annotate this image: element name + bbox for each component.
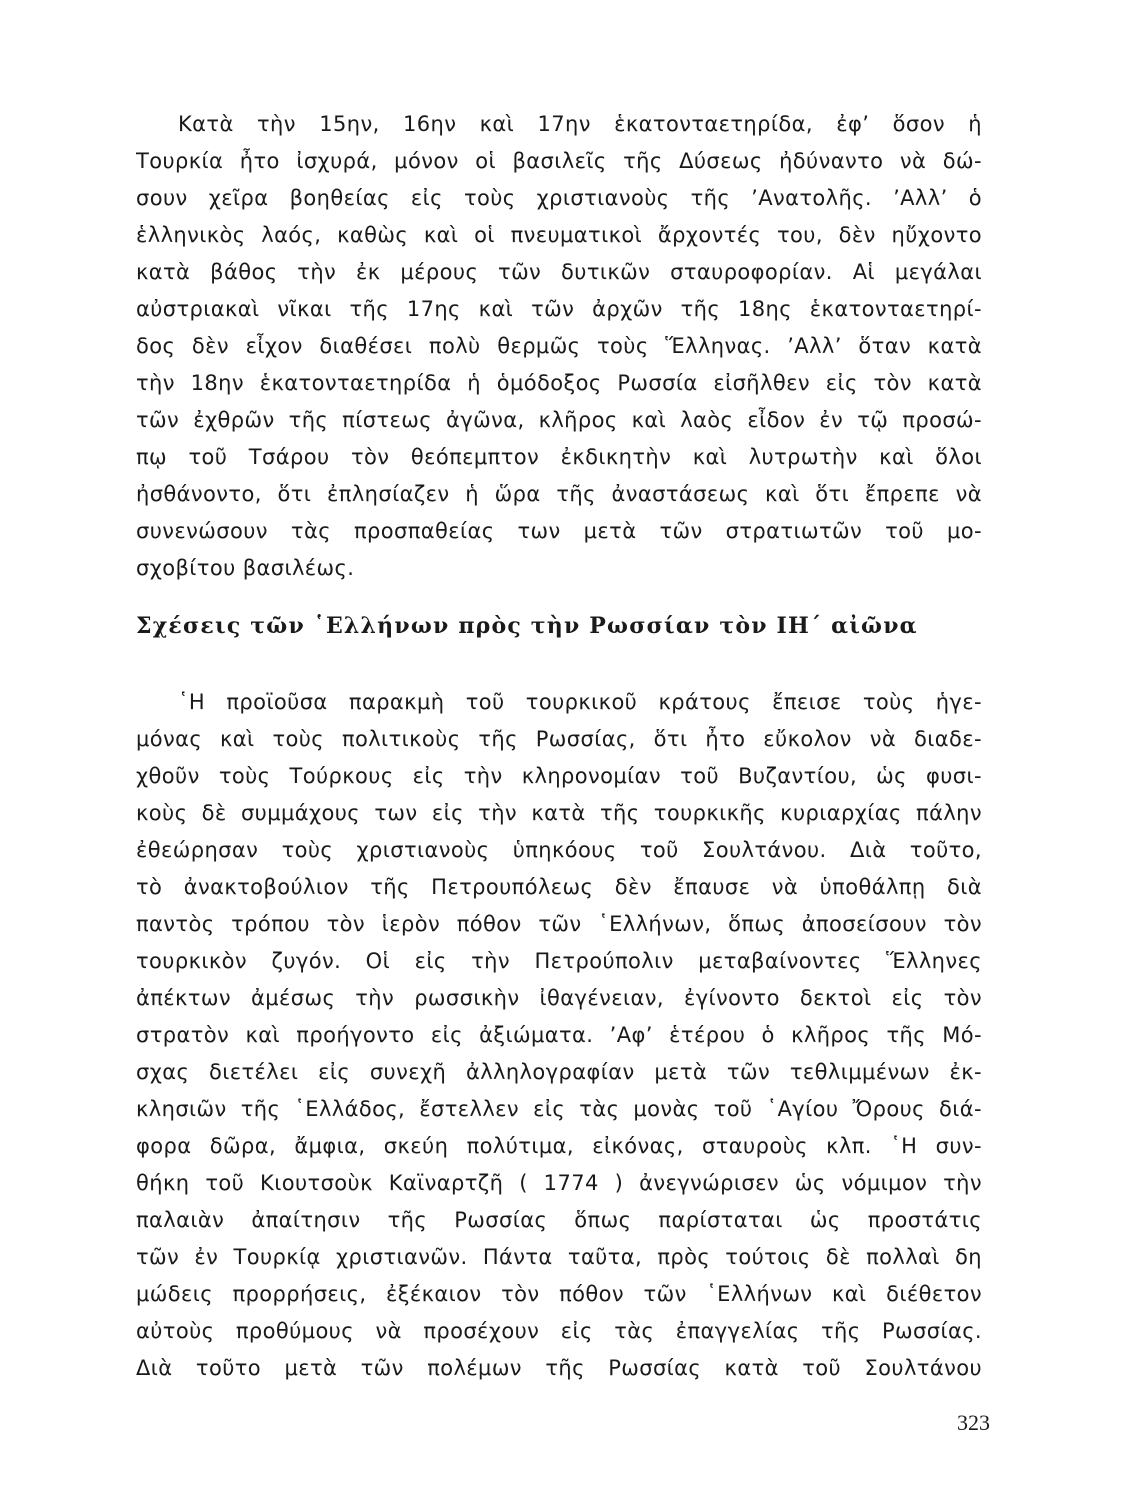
paragraph-line: σχοβίτου βασιλέως. xyxy=(136,556,355,580)
paragraph-line: μώδεις προρρήσεις, ἐξέκαιον τὸν πόθον τῶν ῾Ελλήνων καὶ διέθετον xyxy=(136,1282,982,1306)
page-number: 323 xyxy=(957,1410,990,1435)
paragraph-line: σουν χεῖρα βοηθείας εἰς τοὺς χριστιανοὺς τῆς ’Ανατολῆς. ’Αλλ’ ὁ xyxy=(136,186,982,210)
paragraph-line: Διὰ τοῦτο μετὰ τῶν πολέμων τῆς Ρωσσίας κατὰ τοῦ Σουλτάνου xyxy=(136,1356,982,1380)
paragraph-line: χθοῦν τοὺς Τούρκους εἰς τὴν κληρονομίαν τοῦ Βυζαντίου, ὡς φυσι- xyxy=(136,764,982,788)
section-heading: Σχέσεις τῶν ῾Ελλήνων πρὸς τὴν Ρωσσίαν τὸν ΙΗ΄ αἰῶνα xyxy=(136,613,918,639)
paragraph-line: ἠσθάνοντο, ὅτι ἐπλησίαζεν ἡ ὥρα τῆς ἀναστάσεως καὶ ὅτι ἔπρεπε νὰ xyxy=(136,482,982,506)
paragraph-line: κλησιῶν τῆς ῾Ελλάδος, ἔστελλεν εἰς τὰς μονὰς τοῦ ῾Αγίου Ὄρους διά- xyxy=(136,1097,982,1121)
paragraph-line: Κατὰ τὴν 15ην, 16ην καὶ 17ην ἑκατονταετηρίδα, ἐφ’ ὅσον ἡ xyxy=(178,112,982,136)
paragraph-line: κατὰ βάθος τὴν ἐκ μέρους τῶν δυτικῶν σταυροφορίαν. Αἱ μεγάλαι xyxy=(136,260,982,284)
paragraph-line: μόνας καὶ τοὺς πολιτικοὺς τῆς Ρωσσίας, ὅτι ἦτο εὔκολον νὰ διαδε- xyxy=(136,727,982,751)
paragraph-1 xyxy=(136,106,982,587)
paragraph-line: ἐθεώρησαν τοὺς χριστιανοὺς ὑπηκόους τοῦ Σουλτάνου. Διὰ τοῦτο, xyxy=(136,838,982,862)
paragraph-line: αὐστριακαὶ νῖκαι τῆς 17ης καὶ τῶν ἀρχῶν τῆς 18ης ἑκατονταετηρί- xyxy=(136,297,982,321)
paragraph-line: Τουρκία ἦτο ἰσχυρά, μόνον οἱ βασιλεῖς τῆς Δύσεως ἠδύναντο νὰ δώ- xyxy=(136,149,982,173)
paragraph-2 xyxy=(136,684,982,1387)
paragraph-line: ἀπέκτων ἀμέσως τὴν ρωσσικὴν ἰθαγένειαν, ἐγίνοντο δεκτοὶ εἰς τὸν xyxy=(136,986,982,1010)
paragraph-line: τῶν ἐχθρῶν τῆς πίστεως ἀγῶνα, κλῆρος καὶ λαὸς εἶδον ἐν τῷ προσώ- xyxy=(136,408,982,432)
paragraph-line: παντὸς τρόπου τὸν ἱερὸν πόθον τῶν ῾Ελλήνων, ὅπως ἀποσείσουν τὸν xyxy=(136,912,982,936)
paragraph-line: στρατὸν καὶ προήγοντο εἰς ἀξιώματα. ’Αφ’ ἑτέρου ὁ κλῆρος τῆς Μό- xyxy=(136,1023,982,1047)
paragraph-line: θήκη τοῦ Κιουτσοὺκ Καϊναρτζῆ ( 1774 ) ἀνεγνώρισεν ὡς νόμιμον τὴν xyxy=(136,1171,982,1195)
paragraph-line: τουρκικὸν ζυγόν. Οἱ εἰς τὴν Πετρούπολιν μεταβαίνοντες Ἕλληνες xyxy=(136,949,982,973)
paragraph-line: ἑλληνικὸς λαός, καθὼς καὶ οἱ πνευματικοὶ ἄρχοντές του, δὲν ηὔχοντο xyxy=(136,223,982,247)
paragraph-line: κοὺς δὲ συμμάχους των εἰς τὴν κατὰ τῆς τουρκικῆς κυριαρχίας πάλην xyxy=(136,801,982,825)
paragraph-line: τῶν ἐν Τουρκίᾳ χριστιανῶν. Πάντα ταῦτα, πρὸς τούτοις δὲ πολλαὶ δη xyxy=(136,1245,982,1269)
paragraph-line: σχας διετέλει εἰς συνεχῆ ἀλληλογραφίαν μετὰ τῶν τεθλιμμένων ἐκ- xyxy=(136,1060,982,1084)
paragraph-line: αὐτοὺς προθύμους νὰ προσέχουν εἰς τὰς ἐπαγγελίας τῆς Ρωσσίας. xyxy=(136,1319,982,1343)
paragraph-line: συνενώσουν τὰς προσπαθείας των μετὰ τῶν στρατιωτῶν τοῦ μο- xyxy=(136,519,982,543)
paragraph-line: πῳ τοῦ Τσάρου τὸν θεόπεμπτον ἐκδικητὴν καὶ λυτρωτὴν καὶ ὅλοι xyxy=(136,445,982,469)
paragraph-line: παλαιὰν ἀπαίτησιν τῆς Ρωσσίας ὅπως παρίσταται ὡς προστάτις xyxy=(136,1208,982,1232)
paragraph-line: ῾Η προϊοῦσα παρακμὴ τοῦ τουρκικοῦ κράτους ἔπεισε τοὺς ἡγε- xyxy=(178,690,982,714)
paragraph-line: τὴν 18ην ἑκατονταετηρίδα ἡ ὁμόδοξος Ρωσσία εἰσῆλθεν εἰς τὸν κατὰ xyxy=(136,371,982,395)
paragraph-line: φορα δῶρα, ἄμφια, σκεύη πολύτιμα, εἰκόνας, σταυροὺς κλπ. ῾Η συν- xyxy=(136,1134,982,1158)
paragraph-line: τὸ ἀνακτοβούλιον τῆς Πετρουπόλεως δὲν ἔπαυσε νὰ ὑποθάλπῃ διὰ xyxy=(136,875,982,899)
paragraph-line: δος δὲν εἶχον διαθέσει πολὺ θερμῶς τοὺς Ἕλληνας. ’Αλλ’ ὅταν κατὰ xyxy=(136,334,982,358)
